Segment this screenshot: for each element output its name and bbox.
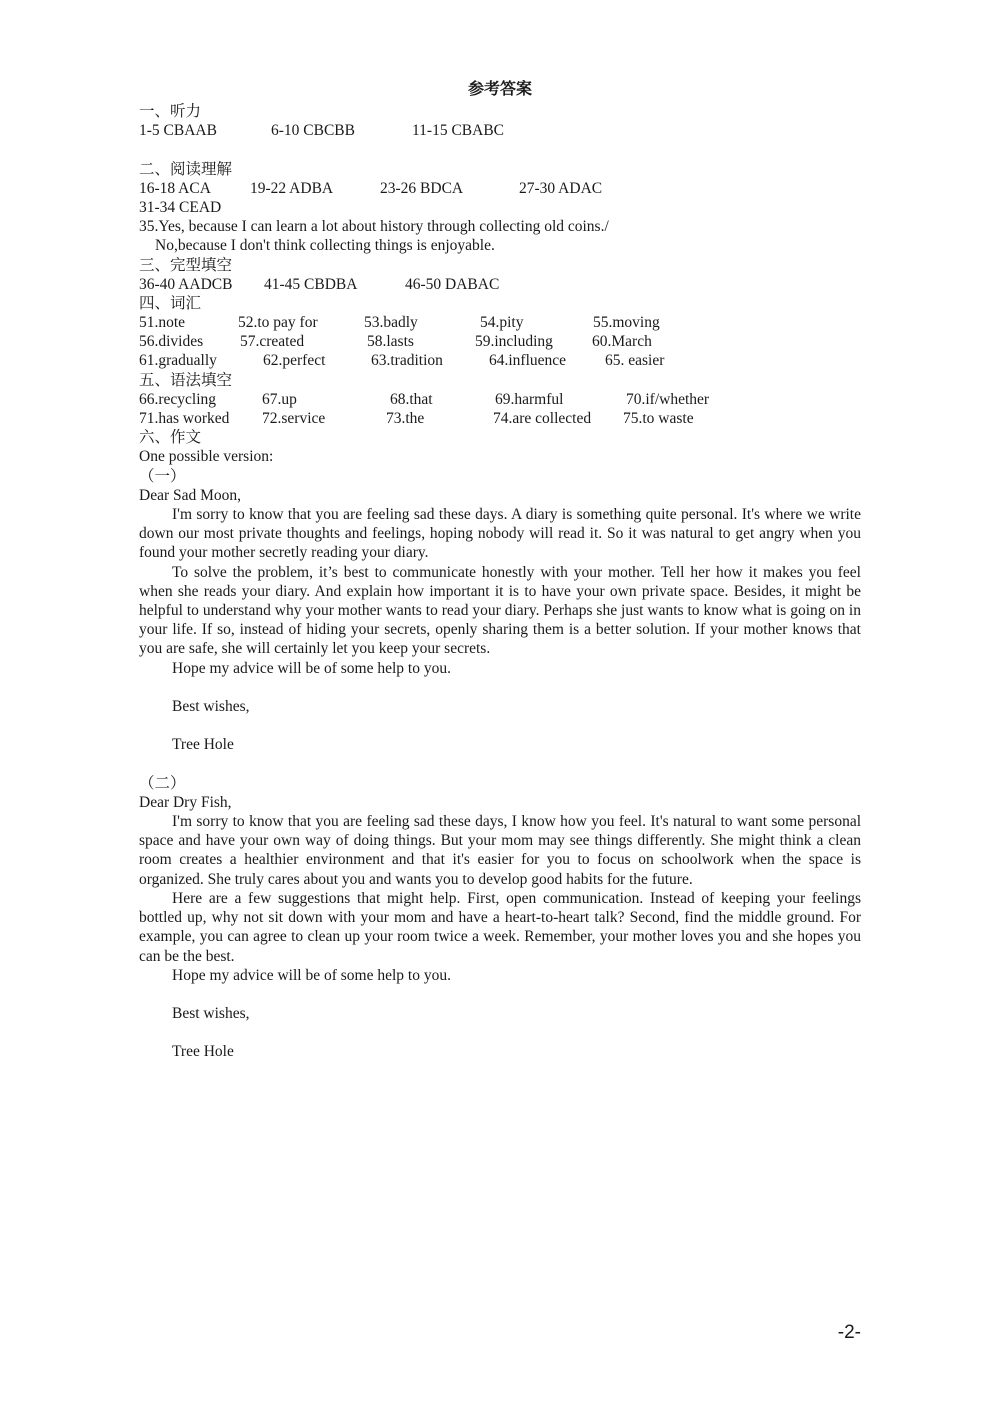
reading-heading: 二、阅读理解 bbox=[139, 160, 233, 178]
vocab-answers-row bbox=[139, 351, 861, 370]
answer-group: 46-50 DABAC bbox=[405, 275, 500, 293]
letter-2-paragraph: Hope my advice will be of some help to you. bbox=[172, 966, 451, 984]
answer-item: 52.to pay for bbox=[238, 314, 318, 332]
answer-item: 59.including bbox=[475, 333, 553, 351]
letter-2-label: （二） bbox=[139, 774, 186, 792]
letter-1-greeting: Dear Sad Moon, bbox=[139, 486, 242, 504]
letter-1-paragraph: I'm sorry to know that you are feeling sad these days. A diary is something quite personal. It's where we write down our most private thoughts and feelings, hoping nobody will read it. So it was natural to get angry when you found your mother secretly reading your diary. bbox=[139, 505, 861, 562]
reading-answers-row bbox=[139, 179, 861, 198]
answer-item: 54.pity bbox=[480, 314, 524, 332]
letter-2-closing: Best wishes, bbox=[172, 1005, 250, 1023]
answer-item: 66.recycling bbox=[139, 390, 217, 408]
answer-group: 23-26 BDCA bbox=[380, 179, 464, 197]
answer-item: 72.service bbox=[262, 410, 326, 427]
writing-intro: One possible version: bbox=[139, 448, 274, 466]
answer-item: 70.if/whether bbox=[626, 390, 710, 408]
answer-item: 58.lasts bbox=[367, 333, 414, 351]
answer-item: 74.are collected bbox=[493, 410, 592, 427]
letter-1-paragraph: To solve the problem, it’s best to communicate honestly with your mother. Tell her how it makes you feel when she reads your diary. And explain how important it is to have your own private space. Besides, it might be helpful to understand why your mother wants to read your diary. Perhaps she just wants to know what is going on in your life. If so, instead of hiding your secrets, openly sharing them is a better solution. If your mother knows that you are safe, she will certainly let you keep your secrets. bbox=[139, 563, 861, 658]
answer-group: 19-22 ADBA bbox=[250, 179, 334, 197]
grammar-answers-row bbox=[139, 409, 861, 428]
letter-2-greeting: Dear Dry Fish, bbox=[139, 793, 232, 811]
listening-answers-row bbox=[139, 121, 861, 140]
answer-key-page bbox=[139, 78, 861, 1062]
page-number: -2- bbox=[837, 1322, 861, 1343]
answer-item: 63.tradition bbox=[371, 352, 443, 370]
answer-item: 75.to waste bbox=[623, 410, 694, 427]
answer-group: 16-18 ACA bbox=[139, 179, 211, 197]
reading-answers-row-2: 31-34 CEAD bbox=[139, 198, 222, 216]
answer-item: 56.divides bbox=[139, 333, 204, 351]
grammar-answers-row bbox=[139, 390, 861, 409]
answer-item: 68.that bbox=[390, 390, 433, 408]
letter-2-paragraph: Here are a few suggestions that might help. First, open communication. Instead of keeping your feelings bottled up, why not sit down with your mom and have a heart-to-heart talk? Second, find the middle ground. For example, you can agree to clean up your room twice a week. Remember, your mother loves you and she hopes you can be the best. bbox=[139, 889, 861, 965]
question-35-answer-alt: No,because I don't think collecting things is enjoyable. bbox=[155, 237, 495, 255]
answer-group: 11-15 CBABC bbox=[412, 122, 505, 140]
answer-item: 51.note bbox=[139, 314, 186, 332]
grammar-heading: 五、语法填空 bbox=[139, 371, 233, 389]
answer-group: 1-5 CBAAB bbox=[139, 122, 217, 140]
cloze-answers-row bbox=[139, 275, 861, 294]
answer-item: 65. easier bbox=[605, 352, 665, 370]
cloze-heading: 三、完型填空 bbox=[139, 256, 233, 274]
answer-group: 41-45 CBDBA bbox=[264, 275, 358, 293]
answer-item: 73.the bbox=[386, 410, 425, 427]
answer-item: 53.badly bbox=[364, 314, 418, 332]
letter-2-paragraph: I'm sorry to know that you are feeling sad these days, I know how you feel. It's natural to want some personal space and have your own way of doing things. But your mom may see things differently. She might think a clean room creates a healthier environment and that it's easier for you to focus on schoolwork when the space is organized. She truly cares about you and wants you to develop good habits for the future. bbox=[139, 813, 861, 888]
letter-1-label: （一） bbox=[139, 467, 186, 485]
answer-item: 61.gradually bbox=[139, 352, 217, 370]
answer-group: 27-30 ADAC bbox=[519, 179, 603, 197]
answer-item: 62.perfect bbox=[263, 352, 326, 370]
answer-group: 6-10 CBCBB bbox=[271, 122, 355, 140]
vocab-answers-row bbox=[139, 313, 861, 332]
vocab-heading: 四、词汇 bbox=[139, 294, 202, 312]
answer-item: 67.up bbox=[262, 390, 297, 408]
listening-heading: 一、听力 bbox=[139, 103, 202, 120]
answer-item: 64.influence bbox=[489, 352, 567, 370]
answer-item: 60.March bbox=[592, 333, 652, 351]
question-35-answer: 35.Yes, because I can learn a lot about history through collecting old coins./ bbox=[139, 218, 609, 236]
letter-1-signature: Tree Hole bbox=[172, 736, 234, 754]
writing-heading: 六、作文 bbox=[139, 429, 202, 447]
answer-group: 36-40 AADCB bbox=[139, 275, 233, 293]
vocab-answers-row bbox=[139, 332, 861, 351]
letter-1-closing: Best wishes, bbox=[172, 697, 250, 715]
answer-item: 57.created bbox=[240, 333, 305, 351]
answer-item: 71.has worked bbox=[139, 410, 230, 427]
answer-item: 55.moving bbox=[593, 314, 660, 332]
answer-item: 69.harmful bbox=[495, 390, 564, 408]
page-title: 参考答案 bbox=[467, 81, 532, 98]
letter-2-signature: Tree Hole bbox=[172, 1043, 234, 1061]
letter-1-paragraph: Hope my advice will be of some help to you. bbox=[172, 659, 451, 677]
